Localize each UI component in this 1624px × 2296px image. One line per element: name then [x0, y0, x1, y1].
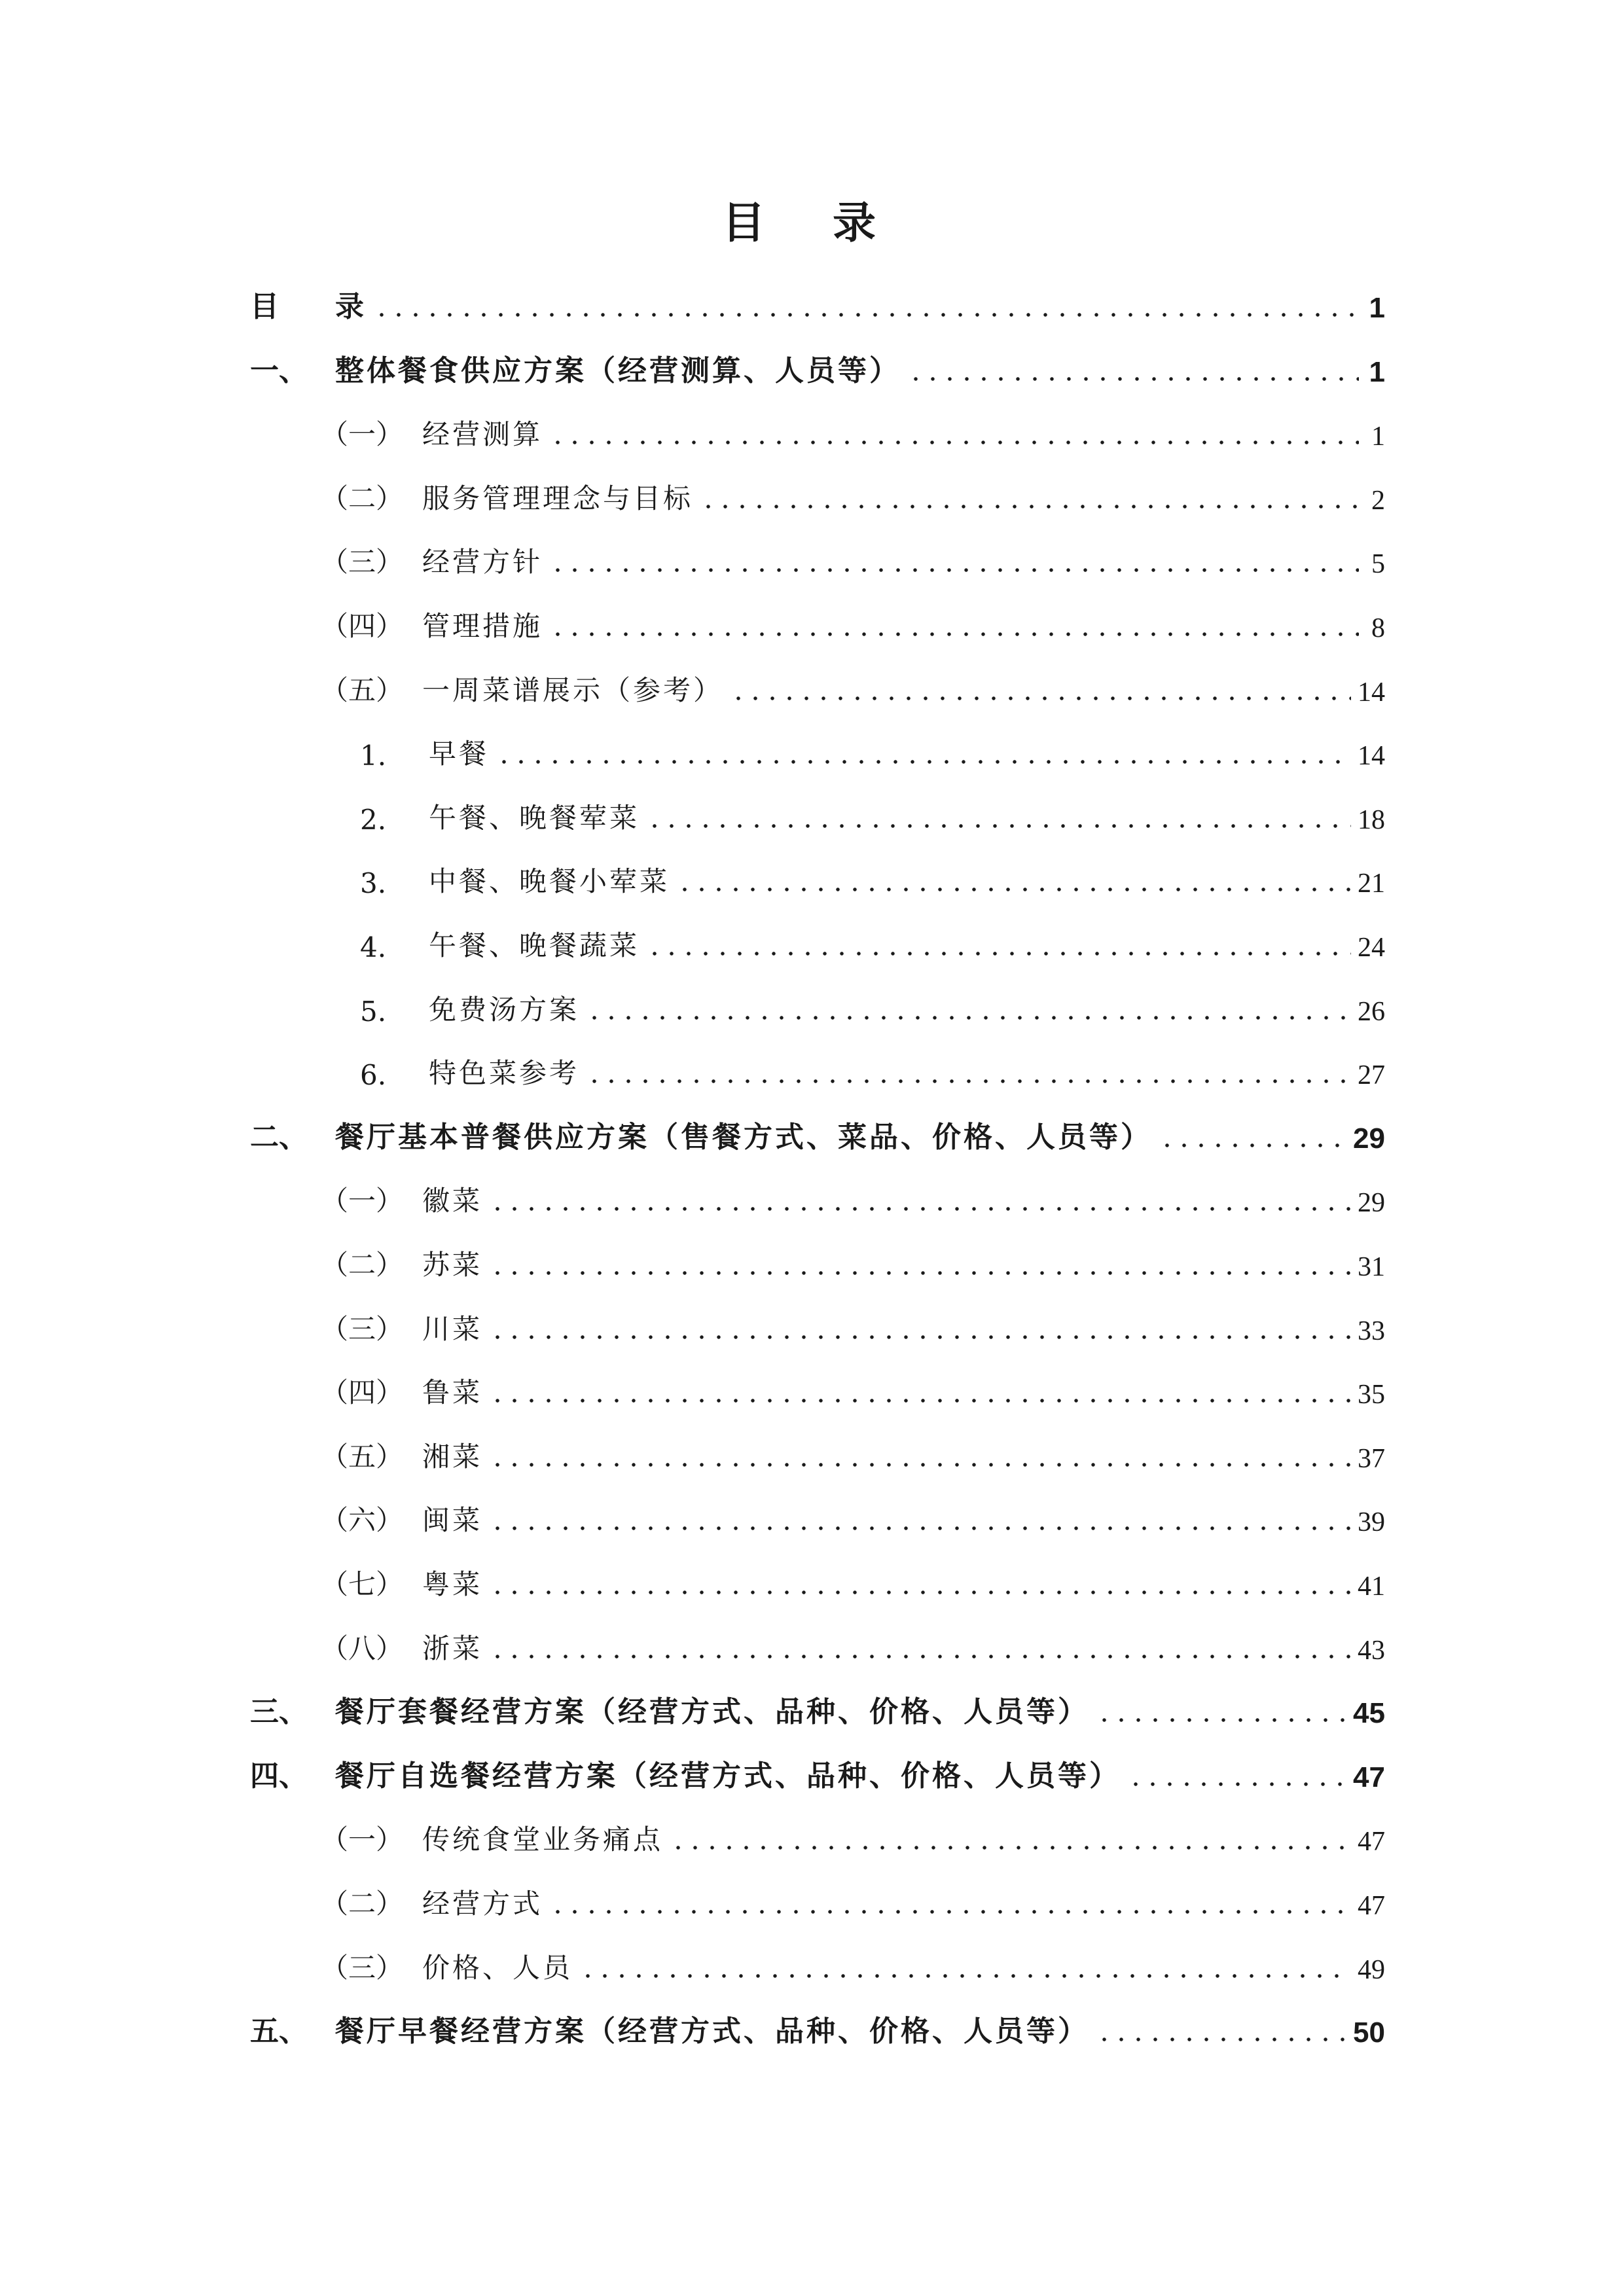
toc-dot-leader: [646, 949, 1351, 958]
toc-entry[interactable]: [321, 473, 1385, 519]
toc-entry[interactable]: [250, 2006, 1385, 2052]
toc-entry-page-number: 37: [1358, 1444, 1385, 1474]
toc-entry[interactable]: [321, 1559, 1385, 1605]
toc-entry-title: 午餐、晚餐蔬菜: [429, 929, 640, 961]
toc-entry-title: 传统食堂业务痛点: [422, 1823, 664, 1856]
toc-entry-page-number: 50: [1353, 2017, 1385, 2049]
toc-entry[interactable]: [321, 1240, 1385, 1285]
toc-entry-page-number: 45: [1353, 1697, 1385, 1729]
toc-dot-leader: [676, 885, 1351, 894]
toc-entry[interactable]: [321, 409, 1385, 455]
toc-entry-page-number: 1: [1369, 292, 1385, 324]
toc-entry-number: （六）: [321, 1504, 404, 1536]
toc-entry-title: 免费汤方案: [429, 994, 580, 1026]
toc-entry-title: 苏菜: [422, 1249, 483, 1281]
toc-entry-page-number: 31: [1358, 1252, 1385, 1282]
toc-dot-leader: [489, 1652, 1351, 1661]
toc-entry-page-number: 41: [1358, 1571, 1385, 1602]
toc-dot-leader: [586, 1077, 1351, 1086]
toc-dot-leader: [489, 1524, 1351, 1533]
toc-entry[interactable]: [321, 1175, 1385, 1221]
toc-dot-leader: [670, 1843, 1351, 1852]
toc-entry-number: 4.: [360, 931, 387, 963]
toc-entry-title: 一周菜谱展示（参考）: [422, 674, 724, 706]
toc-entry-page-number: 27: [1358, 1060, 1385, 1090]
toc-entry-number: 2.: [360, 804, 387, 836]
toc-entry-title: 徽菜: [422, 1185, 483, 1217]
toc-entry-number: （一）: [321, 1823, 404, 1856]
toc-entry-title: 午餐、晚餐荤菜: [429, 802, 640, 834]
toc-entry-number: 5.: [360, 996, 387, 1028]
toc-dot-leader: [489, 1268, 1351, 1278]
toc-entry[interactable]: [321, 1623, 1385, 1669]
toc-dot-leader: [489, 1333, 1351, 1342]
toc-dot-leader: [489, 1396, 1351, 1405]
toc-entry-title: 餐厅套餐经营方案（经营方式、品种、价格、人员等）: [335, 1695, 1089, 1729]
toc-entry-page-number: 47: [1358, 1827, 1385, 1857]
toc-entry-number: （二）: [321, 1888, 404, 1920]
toc-entry-page-number: 1: [1371, 422, 1385, 452]
toc-entry-page-number: 47: [1358, 1891, 1385, 1921]
toc-entry[interactable]: [321, 1304, 1385, 1350]
toc-dot-leader: [646, 821, 1351, 831]
toc-entry-number: 四、: [250, 1759, 308, 1793]
toc-entry-title: 餐厅早餐经营方案（经营方式、品种、价格、人员等）: [335, 2015, 1089, 2048]
toc-entry-number: 目: [250, 290, 279, 323]
toc-entry-page-number: 14: [1358, 741, 1385, 771]
toc-entry[interactable]: [360, 984, 1385, 1030]
toc-entry-title: 服务管理理念与目标: [422, 482, 694, 514]
toc-entry-number: （七）: [321, 1568, 404, 1600]
toc-dot-leader: [549, 438, 1359, 447]
toc-entry[interactable]: [250, 1751, 1385, 1797]
toc-entry-number: 6.: [360, 1059, 387, 1091]
toc-entry-number: （二）: [321, 482, 404, 514]
toc-entry[interactable]: [321, 1878, 1385, 1924]
toc-entry-title: 川菜: [422, 1313, 483, 1345]
toc-entry-title: 管理措施: [422, 610, 543, 642]
toc-entry-page-number: 1: [1369, 356, 1385, 388]
toc-dot-leader: [907, 374, 1359, 384]
toc-entry-number: 二、: [250, 1121, 308, 1154]
toc-dot-leader: [1096, 2035, 1346, 2044]
toc-dot-leader: [1096, 1715, 1346, 1725]
toc-entry-title: 湘菜: [422, 1441, 483, 1473]
toc-dot-leader: [489, 1588, 1351, 1597]
toc-dot-leader: [730, 694, 1351, 703]
toc-entry-page-number: 26: [1358, 997, 1385, 1027]
toc-entry[interactable]: [321, 1943, 1385, 1988]
toc-entry-page-number: 29: [1353, 1122, 1385, 1155]
toc-entry-title: 整体餐食供应方案（经营测算、人员等）: [335, 354, 901, 387]
toc-entry[interactable]: [360, 1048, 1385, 1094]
toc-entry-title: 餐厅自选餐经营方案（经营方式、品种、价格、人员等）: [335, 1759, 1121, 1793]
toc-entry[interactable]: [360, 856, 1385, 902]
toc-entry-number: 五、: [250, 2015, 308, 2048]
toc-entry-page-number: 8: [1371, 613, 1385, 643]
toc-entry-title: 浙菜: [422, 1632, 483, 1664]
toc-entry-number: （二）: [321, 1249, 404, 1281]
toc-entry-page-number: 21: [1358, 869, 1385, 899]
toc-entry-number: （三）: [321, 546, 404, 578]
toc-dot-leader: [489, 1204, 1351, 1213]
toc-entry[interactable]: [250, 346, 1385, 391]
toc-dot-leader: [700, 502, 1359, 511]
toc-entry-page-number: 43: [1358, 1636, 1385, 1666]
toc-entry[interactable]: [321, 1367, 1385, 1413]
toc-entry[interactable]: [321, 537, 1385, 583]
toc-entry-title: 闽菜: [422, 1504, 483, 1536]
toc-entry-title: 录: [335, 290, 367, 323]
toc-entry-number: 一、: [250, 354, 308, 387]
toc-entry-title: 价格、人员: [422, 1952, 573, 1984]
toc-entry[interactable]: [250, 1112, 1385, 1158]
toc-entry-title: 餐厅基本普餐供应方案（售餐方式、菜品、价格、人员等）: [335, 1121, 1152, 1154]
toc-entry[interactable]: [321, 1814, 1385, 1860]
toc-entry-page-number: 29: [1358, 1188, 1385, 1218]
toc-entry-title: 鲁菜: [422, 1376, 483, 1408]
toc-entry-title: 经营测算: [422, 418, 543, 450]
toc-entry-page-number: 18: [1358, 805, 1385, 835]
toc-entry-page-number: 39: [1358, 1507, 1385, 1537]
toc-entry[interactable]: [360, 728, 1385, 774]
toc-entry-number: 3.: [360, 867, 387, 899]
toc-entry-page-number: 14: [1358, 677, 1385, 708]
toc-dot-leader: [373, 310, 1359, 319]
toc-entry[interactable]: [321, 1495, 1385, 1541]
toc-entry[interactable]: [360, 920, 1385, 966]
toc-entry-title: 早餐: [429, 738, 490, 770]
toc-entry-number: （一）: [321, 418, 404, 450]
toc-dot-leader: [496, 757, 1351, 766]
toc-entry-page-number: 47: [1353, 1761, 1385, 1793]
toc-dot-leader: [1159, 1141, 1346, 1150]
toc-entry-number: 三、: [250, 1695, 308, 1729]
toc-entry[interactable]: [321, 665, 1385, 711]
toc-entry-page-number: 24: [1358, 933, 1385, 963]
toc-entry-number: （四）: [321, 1376, 404, 1408]
toc-entry-title: 特色菜参考: [429, 1057, 580, 1089]
toc-entry-title: 粤菜: [422, 1568, 483, 1600]
toc-dot-leader: [586, 1013, 1351, 1022]
toc-entry-number: （五）: [321, 674, 404, 706]
page-title: 目 录: [722, 198, 902, 248]
toc-entry-number: （四）: [321, 610, 404, 642]
toc-entry-number: （八）: [321, 1632, 404, 1664]
toc-dot-leader: [549, 1907, 1351, 1916]
toc-entry-page-number: 5: [1371, 549, 1385, 579]
toc-entry[interactable]: [250, 281, 1385, 327]
toc-entry-page-number: 35: [1358, 1380, 1385, 1410]
toc-dot-leader: [1127, 1780, 1346, 1789]
toc-entry-number: （三）: [321, 1313, 404, 1345]
toc-entry-number: （三）: [321, 1952, 404, 1984]
toc-dot-leader: [549, 630, 1359, 639]
toc-entry[interactable]: [321, 1431, 1385, 1477]
toc-dot-leader: [549, 565, 1359, 575]
toc-entry[interactable]: [321, 601, 1385, 647]
toc-entry-number: （五）: [321, 1441, 404, 1473]
toc-entry-title: 经营方式: [422, 1888, 543, 1920]
toc-entry-page-number: 2: [1371, 486, 1385, 516]
toc-dot-leader: [489, 1460, 1351, 1469]
toc-entry-number: （一）: [321, 1185, 404, 1217]
toc-entry-title: 中餐、晚餐小荤菜: [429, 865, 670, 897]
toc-entry-page-number: 49: [1358, 1955, 1385, 1985]
toc-entry[interactable]: [360, 793, 1385, 838]
toc-entry-number: 1.: [360, 740, 387, 772]
toc-entry-page-number: 33: [1358, 1316, 1385, 1346]
toc-entry-title: 经营方针: [422, 546, 543, 578]
toc-dot-leader: [579, 1971, 1351, 1981]
toc-entry[interactable]: [250, 1687, 1385, 1732]
